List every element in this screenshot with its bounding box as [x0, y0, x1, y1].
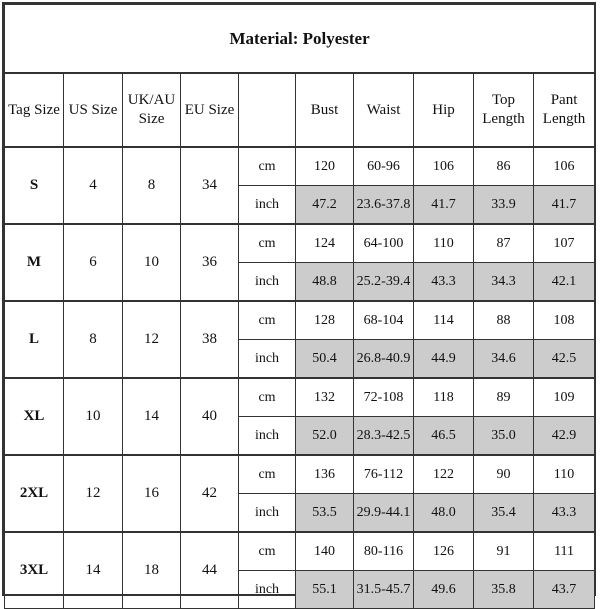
- pant-length-value: 109: [534, 378, 595, 417]
- top-length-value: 35.8: [474, 571, 534, 609]
- tag-size-cell: L: [5, 301, 64, 378]
- waist-value: 76-112: [354, 455, 414, 494]
- top-length-value: 91: [474, 532, 534, 571]
- pant-length-value: 107: [534, 224, 595, 263]
- pant-length-value: 41.7: [534, 186, 595, 225]
- unit-label: cm: [239, 378, 296, 417]
- header-row: [5, 73, 595, 147]
- bust-value: 47.2: [296, 186, 354, 225]
- bust-value: 48.8: [296, 263, 354, 302]
- uk-au-size-cell: 16: [123, 455, 181, 532]
- bust-value: 53.5: [296, 494, 354, 533]
- hip-value: 44.9: [414, 340, 474, 379]
- title-row: [5, 5, 595, 74]
- header-top-length: Top Length: [474, 73, 534, 147]
- hip-value: 126: [414, 532, 474, 571]
- us-size-cell: 12: [64, 455, 123, 532]
- unit-label: cm: [239, 224, 296, 263]
- top-length-value: 89: [474, 378, 534, 417]
- pant-length-value: 110: [534, 455, 595, 494]
- us-size-cell: 14: [64, 532, 123, 609]
- size-row-cm: [5, 147, 595, 186]
- unit-label: cm: [239, 455, 296, 494]
- size-row-cm: [5, 532, 595, 571]
- waist-value: 60-96: [354, 147, 414, 186]
- waist-value: 23.6-37.8: [354, 186, 414, 225]
- header-tag-size: Tag Size: [5, 73, 64, 147]
- size-row-cm: [5, 224, 595, 263]
- hip-value: 114: [414, 301, 474, 340]
- header-unit: [239, 73, 296, 147]
- header-pant-length: Pant Length: [534, 73, 595, 147]
- unit-label: inch: [239, 494, 296, 533]
- waist-value: 68-104: [354, 301, 414, 340]
- unit-label: inch: [239, 417, 296, 456]
- waist-value: 29.9-44.1: [354, 494, 414, 533]
- tag-size-cell: 3XL: [5, 532, 64, 609]
- hip-value: 41.7: [414, 186, 474, 225]
- header-us-size: US Size: [64, 73, 123, 147]
- size-row-cm: [5, 301, 595, 340]
- size-row-cm: [5, 378, 595, 417]
- top-length-value: 35.4: [474, 494, 534, 533]
- tag-size-cell: S: [5, 147, 64, 224]
- waist-value: 28.3-42.5: [354, 417, 414, 456]
- us-size-cell: 8: [64, 301, 123, 378]
- waist-value: 72-108: [354, 378, 414, 417]
- hip-value: 46.5: [414, 417, 474, 456]
- pant-length-value: 42.5: [534, 340, 595, 379]
- unit-label: inch: [239, 263, 296, 302]
- us-size-cell: 10: [64, 378, 123, 455]
- tag-size-cell: 2XL: [5, 455, 64, 532]
- top-length-value: 34.3: [474, 263, 534, 302]
- pant-length-value: 42.9: [534, 417, 595, 456]
- waist-value: 26.8-40.9: [354, 340, 414, 379]
- top-length-value: 33.9: [474, 186, 534, 225]
- unit-label: cm: [239, 301, 296, 340]
- bust-value: 128: [296, 301, 354, 340]
- pant-length-value: 43.7: [534, 571, 595, 609]
- hip-value: 118: [414, 378, 474, 417]
- unit-label: cm: [239, 532, 296, 571]
- hip-value: 110: [414, 224, 474, 263]
- size-chart: [2, 2, 596, 596]
- unit-label: inch: [239, 571, 296, 609]
- pant-length-value: 111: [534, 532, 595, 571]
- waist-value: 31.5-45.7: [354, 571, 414, 609]
- chart-title: Material: Polyester: [5, 5, 595, 74]
- top-length-value: 86: [474, 147, 534, 186]
- tag-size-cell: XL: [5, 378, 64, 455]
- uk-au-size-cell: 12: [123, 301, 181, 378]
- top-length-value: 90: [474, 455, 534, 494]
- uk-au-size-cell: 8: [123, 147, 181, 224]
- eu-size-cell: 40: [181, 378, 239, 455]
- eu-size-cell: 36: [181, 224, 239, 301]
- header-bust: Bust: [296, 73, 354, 147]
- waist-value: 64-100: [354, 224, 414, 263]
- waist-value: 25.2-39.4: [354, 263, 414, 302]
- pant-length-value: 42.1: [534, 263, 595, 302]
- eu-size-cell: 42: [181, 455, 239, 532]
- top-length-value: 88: [474, 301, 534, 340]
- pant-length-value: 108: [534, 301, 595, 340]
- header-waist: Waist: [354, 73, 414, 147]
- bust-value: 55.1: [296, 571, 354, 609]
- eu-size-cell: 44: [181, 532, 239, 609]
- unit-label: cm: [239, 147, 296, 186]
- hip-value: 48.0: [414, 494, 474, 533]
- bust-value: 52.0: [296, 417, 354, 456]
- bust-value: 136: [296, 455, 354, 494]
- bust-value: 120: [296, 147, 354, 186]
- tag-size-cell: M: [5, 224, 64, 301]
- waist-value: 80-116: [354, 532, 414, 571]
- header-eu-size: EU Size: [181, 73, 239, 147]
- bust-value: 124: [296, 224, 354, 263]
- us-size-cell: 4: [64, 147, 123, 224]
- header-uk-au-size: UK/AU Size: [123, 73, 181, 147]
- size-row-cm: [5, 455, 595, 494]
- bust-value: 132: [296, 378, 354, 417]
- pant-length-value: 43.3: [534, 494, 595, 533]
- unit-label: inch: [239, 340, 296, 379]
- us-size-cell: 6: [64, 224, 123, 301]
- hip-value: 106: [414, 147, 474, 186]
- bust-value: 140: [296, 532, 354, 571]
- top-length-value: 35.0: [474, 417, 534, 456]
- top-length-value: 87: [474, 224, 534, 263]
- top-length-value: 34.6: [474, 340, 534, 379]
- hip-value: 122: [414, 455, 474, 494]
- uk-au-size-cell: 14: [123, 378, 181, 455]
- bust-value: 50.4: [296, 340, 354, 379]
- uk-au-size-cell: 10: [123, 224, 181, 301]
- pant-length-value: 106: [534, 147, 595, 186]
- unit-label: inch: [239, 186, 296, 225]
- eu-size-cell: 38: [181, 301, 239, 378]
- size-chart-table: [4, 4, 595, 609]
- eu-size-cell: 34: [181, 147, 239, 224]
- hip-value: 49.6: [414, 571, 474, 609]
- hip-value: 43.3: [414, 263, 474, 302]
- header-hip: Hip: [414, 73, 474, 147]
- uk-au-size-cell: 18: [123, 532, 181, 609]
